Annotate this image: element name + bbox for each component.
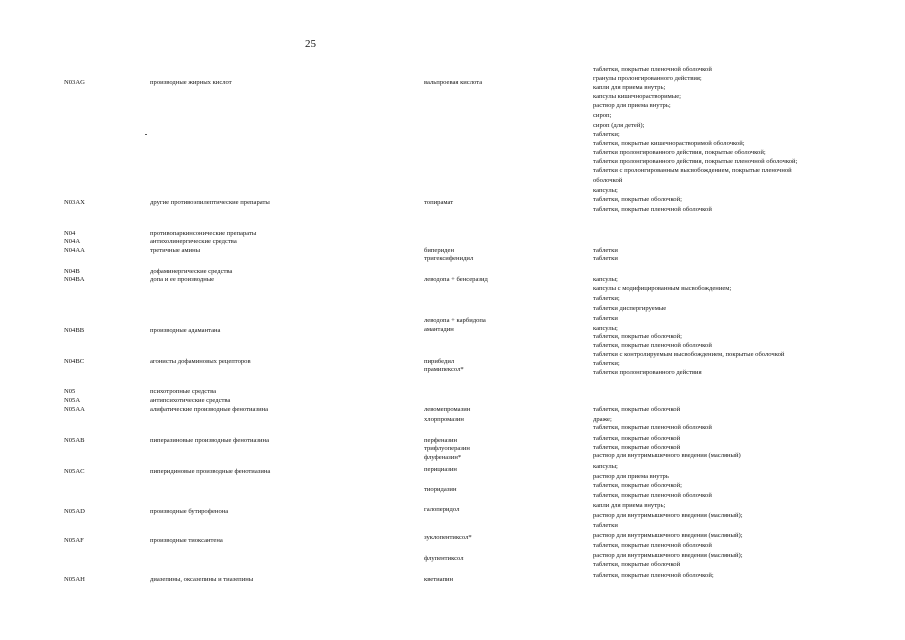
drug-name: прамипексол*	[424, 366, 464, 373]
group-description: третичные амины	[150, 247, 201, 254]
drug-name: перфеназин	[424, 437, 458, 444]
group-description: допа и ее производные	[150, 276, 215, 283]
atc-code: N05AA	[64, 406, 85, 413]
drug-name: хлорпромазин	[424, 416, 464, 423]
page-number: 25	[305, 38, 316, 50]
dosage-form: таблетки, покрытые пленочной оболочкой	[593, 342, 712, 349]
atc-code: N04	[64, 230, 76, 237]
drug-name: флупентиксол	[424, 555, 464, 562]
dosage-form: таблетки, покрытые оболочкой;	[593, 196, 682, 203]
atc-code: N04BA	[64, 276, 85, 283]
dosage-form: таблетки, покрытые оболочкой;	[593, 482, 682, 489]
dosage-form: капли для приема внутрь;	[593, 502, 666, 509]
drug-name: левомепромазин	[424, 406, 471, 413]
dosage-form: таблетки с контролируемым высвобождением, покрытые оболочкой	[593, 351, 785, 358]
dosage-form: таблетки, покрытые оболочкой	[593, 406, 681, 413]
dosage-form: таблетки, покрытые кишечнорастворимой оболочкой;	[593, 140, 745, 147]
dosage-form: таблетки;	[593, 295, 620, 302]
drug-name: зуклопентиксол*	[424, 534, 472, 541]
dosage-form: таблетки, покрытые пленочной оболочкой	[593, 206, 712, 213]
group-description: пиперазиновые производные фенотиазина	[150, 437, 269, 444]
group-description: противопаркинсонические препараты	[150, 230, 257, 237]
dosage-form: таблетки;	[593, 131, 620, 138]
drug-name: галоперидол	[424, 506, 460, 513]
drug-name: трифлуоперазин	[424, 445, 470, 452]
dosage-form: капсулы;	[593, 463, 618, 470]
group-description: другие противоэпилептические препараты	[150, 199, 270, 206]
dosage-form: раствор для приема внутрь;	[593, 102, 671, 109]
drug-name: тиоридазин	[424, 486, 457, 493]
dosage-form: оболочкой	[593, 177, 623, 184]
group-description: дофаминергические средства	[150, 268, 233, 275]
drug-name: кветиапин	[424, 576, 454, 583]
dosage-form: таблетки	[593, 522, 618, 529]
group-description: агонисты дофаминовых рецепторов	[150, 358, 251, 365]
atc-code: N04A	[64, 238, 81, 245]
drug-name: перициазин	[424, 466, 457, 473]
dosage-form: таблетки;	[593, 360, 620, 367]
drug-name: амантадин	[424, 326, 454, 333]
dosage-form: раствор для внутримышечного введения (масляный);	[593, 512, 743, 519]
dosage-form: таблетки, покрытые оболочкой;	[593, 333, 682, 340]
dosage-form: капсулы с модифицированным высвобождением;	[593, 285, 732, 292]
drug-name: леводопа + карбидопа	[424, 317, 486, 324]
scan-speck	[145, 134, 147, 135]
group-description: производные бутирофенона	[150, 508, 229, 515]
dosage-form: таблетки пролонгированного действия, покрытые оболочкой;	[593, 149, 766, 156]
group-description: антипсихотические средства	[150, 397, 231, 404]
drug-name: леводопа + бенсеразид	[424, 276, 488, 283]
atc-code: N05AF	[64, 537, 84, 544]
group-description: антихолинергические средства	[150, 238, 237, 245]
dosage-form: раствор для внутримышечного введения (масляный);	[593, 532, 743, 539]
group-description: диазепины, оксазепины и тиазепины	[150, 576, 254, 583]
atc-code: N05AD	[64, 508, 85, 515]
dosage-form: капли для приема внутрь;	[593, 84, 666, 91]
atc-code: N04AA	[64, 247, 85, 254]
dosage-form: раствор для внутримышечного введения (масляный);	[593, 552, 743, 559]
dosage-form: сироп (для детей);	[593, 122, 645, 129]
atc-code: N04BB	[64, 327, 85, 334]
dosage-form: таблетки, покрытые оболочкой	[593, 444, 681, 451]
drug-name: флуфеназин*	[424, 454, 462, 461]
dosage-form: гранулы пролонгированного действия;	[593, 75, 702, 82]
dosage-form: таблетки	[593, 315, 618, 322]
atc-code: N05AH	[64, 576, 85, 583]
atc-code: N05AB	[64, 437, 85, 444]
group-description: производные жирных кислот	[150, 79, 232, 86]
dosage-form: таблетки, покрытые пленочной оболочкой	[593, 424, 712, 431]
drug-name: бипериден	[424, 247, 454, 254]
group-description: психотропные средства	[150, 388, 217, 395]
dosage-form: таблетки, покрытые пленочной оболочкой;	[593, 572, 714, 579]
dosage-form: таблетки пролонгированного действия	[593, 369, 702, 376]
group-description: алифатические производные фенотиазина	[150, 406, 269, 413]
atc-code: N04B	[64, 268, 80, 275]
drug-name: тригексифенидил	[424, 255, 474, 262]
dosage-form: таблетки, покрытые оболочкой	[593, 561, 681, 568]
dosage-form: таблетки, покрытые пленочной оболочкой	[593, 66, 712, 73]
dosage-form: таблетки, покрытые пленочной оболочкой	[593, 492, 712, 499]
dosage-form: таблетки диспергируемые	[593, 305, 667, 312]
dosage-form: капсулы;	[593, 276, 618, 283]
drug-name: вальпроевая кислота	[424, 79, 483, 86]
dosage-form: капсулы;	[593, 187, 618, 194]
atc-code: N03AG	[64, 79, 85, 86]
dosage-form: сироп;	[593, 112, 612, 119]
drug-name: пирибедил	[424, 358, 455, 365]
atc-code: N03AX	[64, 199, 85, 206]
atc-code: N05A	[64, 397, 81, 404]
dosage-form: раствор для внутримышечного введения (масляный)	[593, 452, 741, 459]
dosage-form: таблетки, покрытые оболочкой	[593, 435, 681, 442]
drug-name: топирамат	[424, 199, 454, 206]
group-description: производные адамантана	[150, 327, 221, 334]
atc-code: N05AC	[64, 468, 85, 475]
dosage-form: таблетки с пролонгированным высвобождением, покрытые пленочной	[593, 167, 792, 174]
group-description: производные тиоксантена	[150, 537, 223, 544]
dosage-form: таблетки пролонгированного действия, покрытые пленочной оболочкой;	[593, 158, 798, 165]
atc-code: N04BC	[64, 358, 85, 365]
dosage-form: капсулы кишечнорастворимые;	[593, 93, 681, 100]
atc-code: N05	[64, 388, 76, 395]
group-description: пиперидиновые производные фенотиазина	[150, 468, 271, 475]
dosage-form: капсулы;	[593, 325, 618, 332]
dosage-form: драже;	[593, 416, 612, 423]
dosage-form: таблетки	[593, 255, 618, 262]
dosage-form: таблетки, покрытые пленочной оболочкой	[593, 542, 712, 549]
dosage-form: таблетки	[593, 247, 618, 254]
dosage-form: раствор для приема внутрь	[593, 473, 669, 480]
